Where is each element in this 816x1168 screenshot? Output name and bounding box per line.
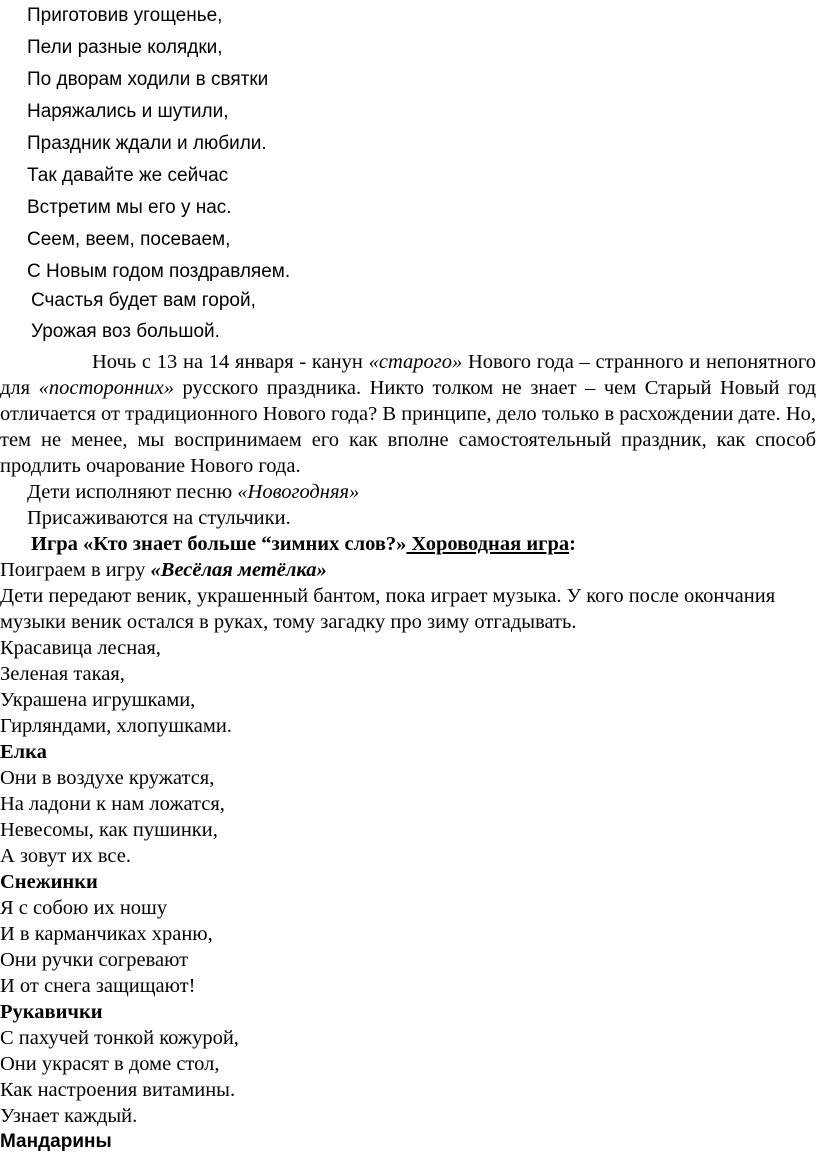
riddle <box>0 1025 816 1155</box>
game-rules: Дети передают веник, украшенный бантом, пока играет музыка. У кого после окончания музыки веник остался в руках, тому загадку про зиму отгадывать. <box>0 585 776 633</box>
riddle-line: Красавица лесная, <box>0 637 161 659</box>
poem-line: С Новым годом поздравляем. <box>27 261 291 282</box>
game-heading: Игра «Кто знает больше “зимних слов?» Хороводная игра: <box>31 533 576 555</box>
riddle-line: И в карманчиках храню, <box>0 923 213 945</box>
riddle-answer: Рукавички <box>0 1001 103 1023</box>
riddle-line: Гирляндами, хлопушками. <box>0 715 232 737</box>
riddle-line: Зеленая такая, <box>0 663 125 685</box>
riddle-line: И от снега защищают! <box>0 975 196 997</box>
riddle-answer: Мандарины <box>0 1131 112 1152</box>
riddle-line: А зовут их все. <box>0 845 131 867</box>
riddle <box>0 765 816 895</box>
riddle-line: С пахучей тонкой кожурой, <box>0 1027 239 1049</box>
riddle-answer: Елка <box>0 741 47 763</box>
riddle-answer: Снежинки <box>0 871 98 893</box>
document-body <box>0 349 816 1155</box>
riddle <box>0 895 816 1025</box>
poem-line: Так давайте же сейчас <box>27 165 229 186</box>
poem-line: Праздник ждали и любили. <box>27 133 267 154</box>
poem-line: Пели разные колядки, <box>27 37 223 58</box>
riddle-line: Узнает каждый. <box>0 1105 138 1127</box>
poem-line: Встретим мы его у нас. <box>27 197 232 218</box>
riddle-line: Как настроения витамины. <box>0 1079 236 1101</box>
song-line: Дети исполняют песню «Новогодняя» <box>27 481 360 503</box>
riddle-line: Невесомы, как пушинки, <box>0 819 218 841</box>
riddle-line: Я с собою их ношу <box>0 897 168 919</box>
poem-line: Приготовив угощенье, <box>27 5 223 26</box>
riddle-line: Украшена игрушками, <box>0 689 196 711</box>
poem-line: Наряжались и шутили, <box>27 101 229 122</box>
sit-line: Присаживаются на стульчики. <box>27 507 291 529</box>
riddle-line: Они ручки согревают <box>0 949 189 971</box>
poem-line: Счастья будет вам горой, <box>31 290 256 311</box>
poem-line: Сеем, веем, посеваем, <box>27 229 231 250</box>
poem-line: По дворам ходили в святки <box>27 69 269 90</box>
play-line: Поиграем в игру «Весёлая метёлка» <box>0 559 327 581</box>
poem-line: Урожая воз большой. <box>31 321 220 342</box>
riddle <box>0 635 816 765</box>
riddle-line: Они в воздухе кружатся, <box>0 767 215 789</box>
riddle-line: На ладони к нам ложатся, <box>0 793 225 815</box>
intro-paragraph: Ночь с 13 на 14 января - канун «старого» Нового года – странного и непонятного для «посторонних» русского праздника. Никто толком не знает – чем Старый Новый год отличается от традиционного Нового года? В принципе, дело только в расхождении дате. Но, тем не менее, мы воспринимаем его как вполне самостоятельный праздник, как способ продлить очарование Нового года. <box>0 351 816 477</box>
riddle-line: Они украсят в доме стол, <box>0 1053 220 1075</box>
